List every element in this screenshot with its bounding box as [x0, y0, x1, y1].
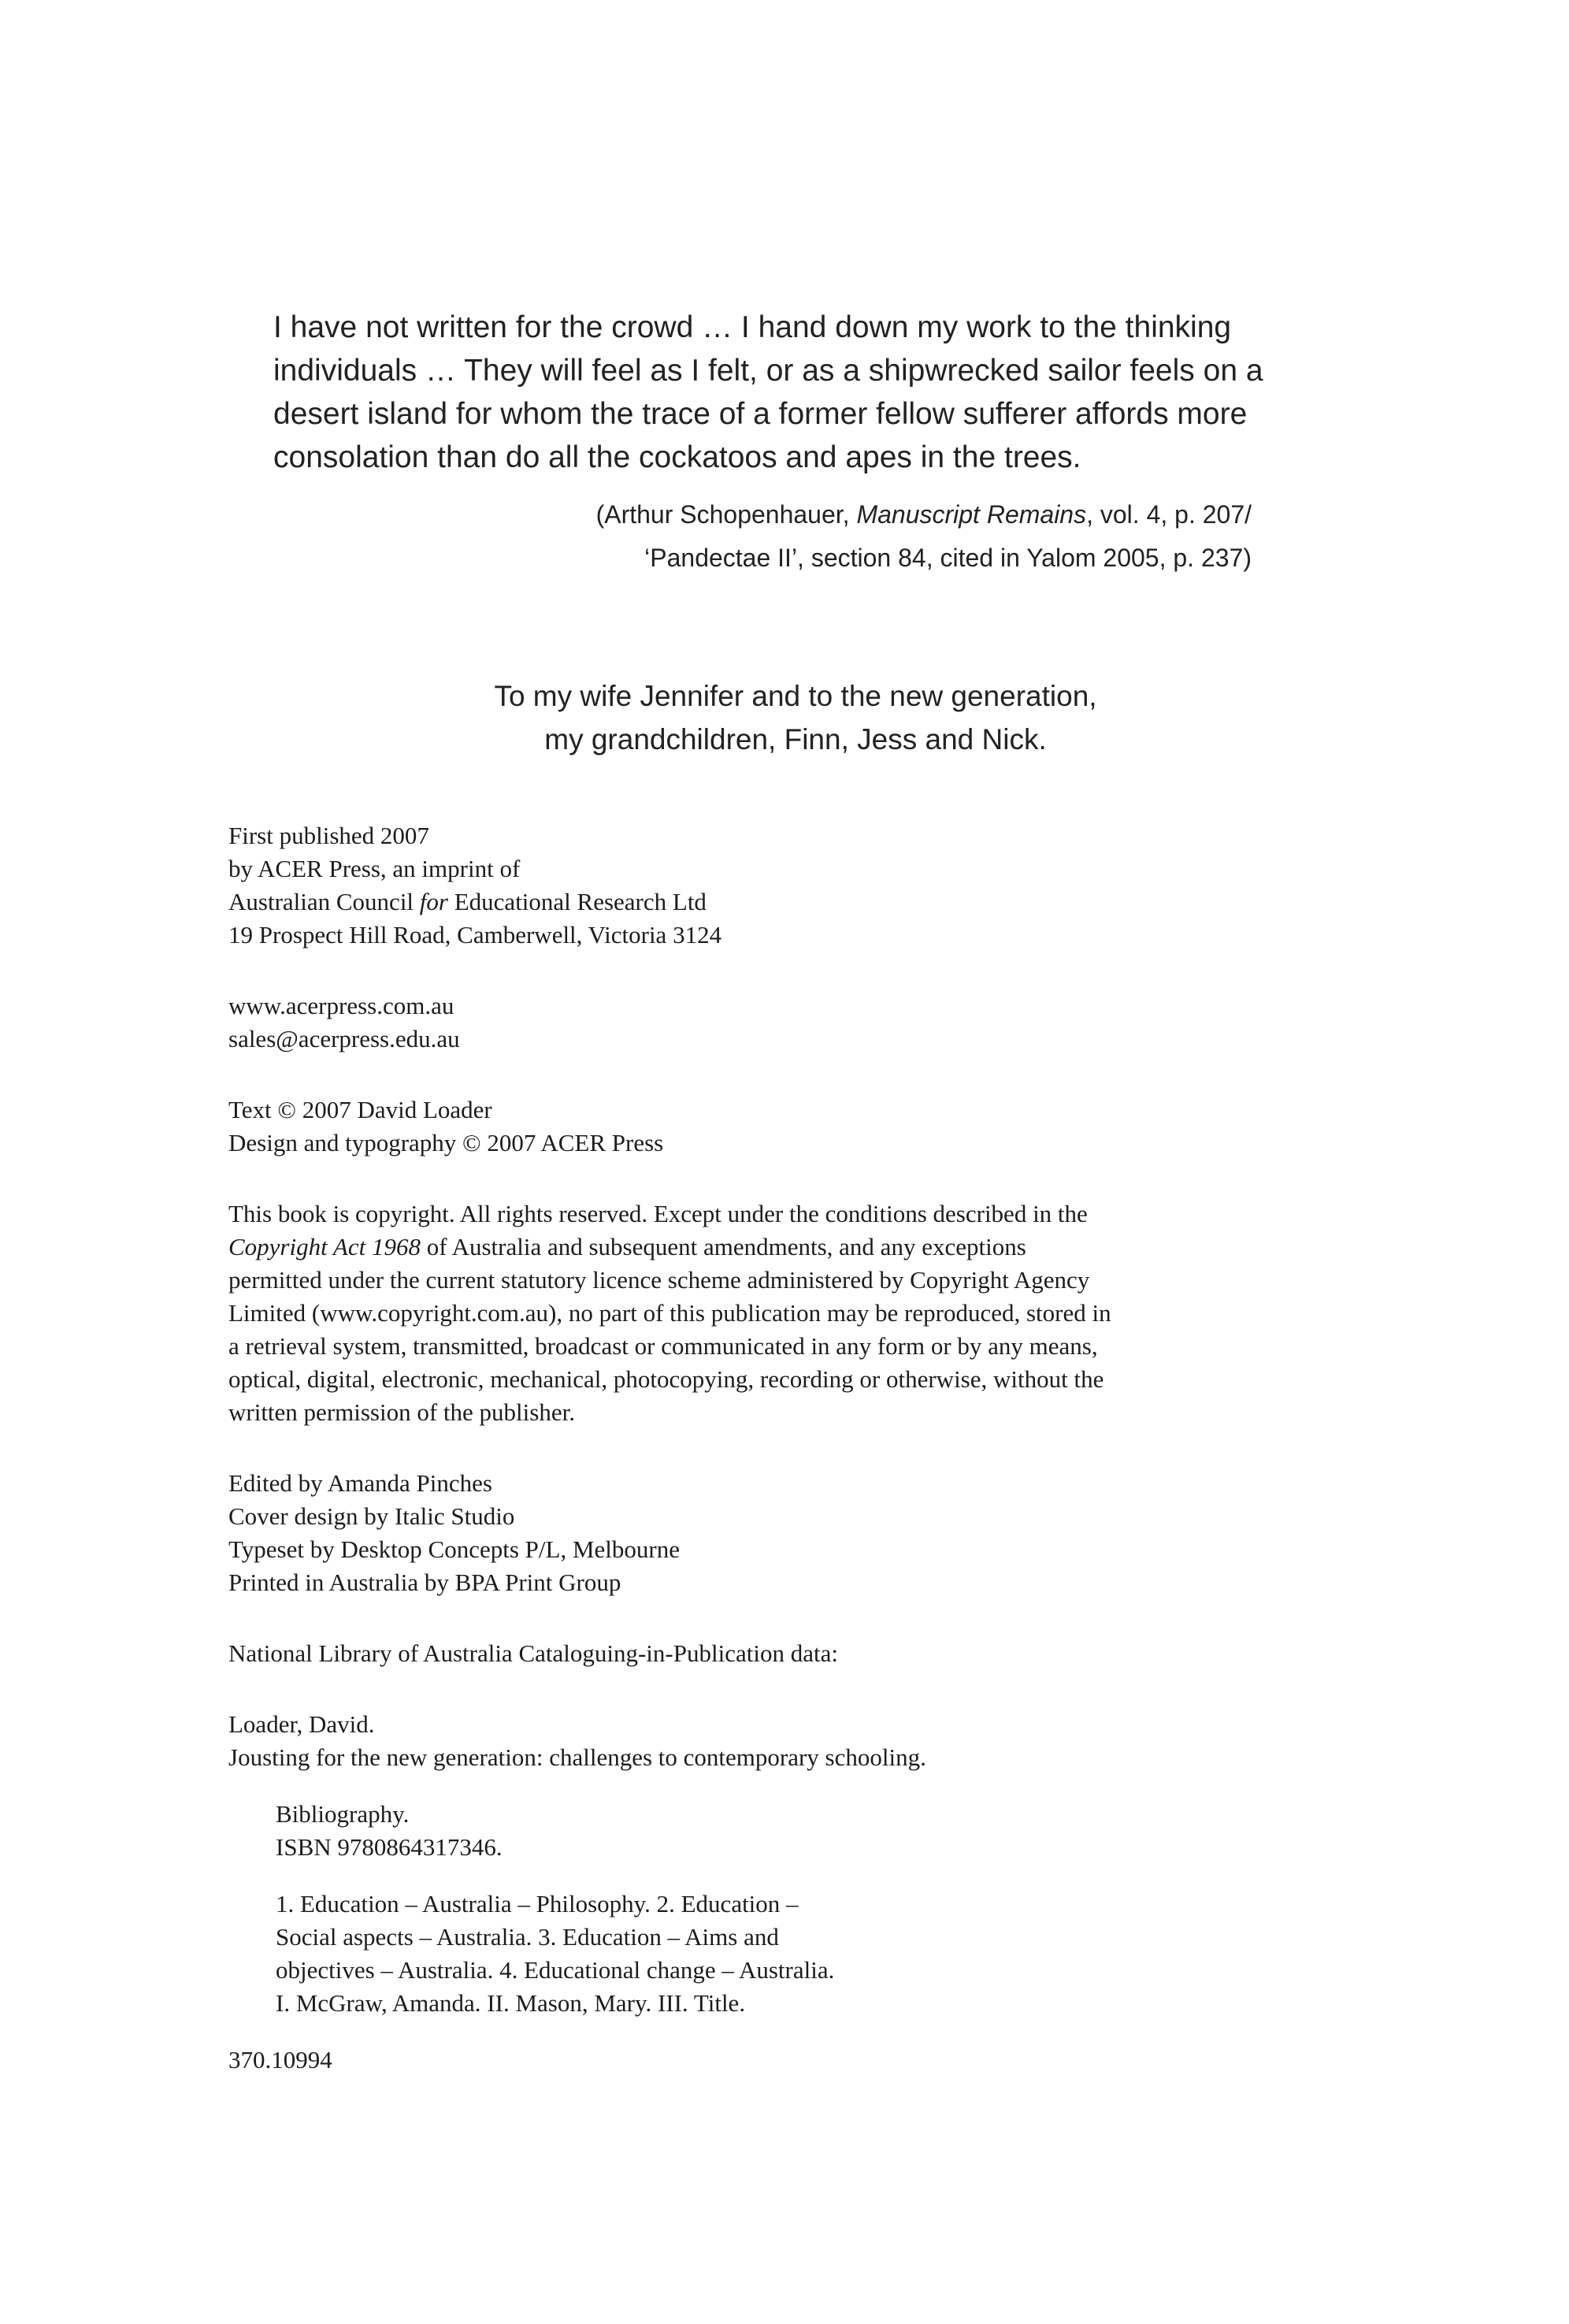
copyright-act: Copyright Act 1968 [228, 1233, 421, 1260]
publication-date: First published 2007 [228, 822, 429, 849]
email-link[interactable]: sales@acerpress.edu.au [228, 1025, 460, 1052]
cip-subjects [228, 1888, 1331, 2020]
quote-line: desert island for whom the trace of a former fellow sufferer affords more [273, 397, 1248, 431]
printer-credit: Printed in Australia by BPA Print Group [228, 1569, 621, 1596]
epigraph-quote [273, 306, 1313, 479]
epigraph [273, 306, 1313, 580]
cip-record [228, 1708, 1331, 1774]
cip-heading: National Library of Australia Cataloguing-in-Publication data: [228, 1639, 838, 1667]
rights-line: written permission of the publisher. [228, 1398, 575, 1426]
citation-suffix: , vol. 4, p. 207/ [1086, 500, 1252, 529]
publisher-name [228, 885, 1331, 919]
citation-line [273, 493, 1252, 536]
cip-title: Jousting for the new generation: challenges to contemporary schooling. [228, 1743, 926, 1771]
editor-credit: Edited by Amanda Pinches [228, 1469, 492, 1497]
rights-line-suffix: of Australia and subsequent amendments, and any exceptions [420, 1233, 1026, 1260]
typeset-credit: Typeset by Desktop Concepts P/L, Melbourne [228, 1535, 680, 1563]
cip-heading-block [228, 1637, 1331, 1670]
cip-subject-line: 1. Education – Australia – Philosophy. 2. Education – [276, 1890, 799, 1917]
cip-bibliography: Bibliography. [276, 1800, 410, 1828]
copyright-notice [228, 1093, 1331, 1160]
cover-credit: Cover design by Italic Studio [228, 1502, 515, 1530]
cip-subject-line: I. McGraw, Amanda. II. Mason, Mary. III. Title. [276, 1989, 746, 2017]
quote-line: I have not written for the crowd … I hand down my work to the thinking [273, 310, 1232, 344]
rights-line [228, 1231, 1331, 1264]
rights-statement [228, 1197, 1331, 1429]
dedication [276, 674, 1315, 761]
dedication-line: my grandchildren, Finn, Jess and Nick. [544, 723, 1047, 755]
epigraph-citation [273, 493, 1252, 580]
web-contact [228, 989, 1331, 1056]
imprint [228, 819, 1331, 2077]
citation-work-title: Manuscript Remains [856, 500, 1087, 529]
cip-dewey-block [228, 2044, 1331, 2077]
quote-line: consolation than do all the cockatoos and apes in the trees. [273, 440, 1081, 474]
citation-line: ‘Pandectae II’, section 84, cited in Yalom 2005, p. 237) [644, 544, 1252, 572]
cip-subject-line: Social aspects – Australia. 3. Education – Aims and [276, 1923, 779, 1951]
design-copyright: Design and typography © 2007 ACER Press [228, 1129, 664, 1156]
citation-prefix: (Arthur Schopenhauer, [595, 500, 857, 529]
publisher-name-suffix: Educational Research Ltd [447, 888, 707, 915]
text-copyright: Text © 2007 David Loader [228, 1096, 492, 1123]
website-link[interactable]: www.acerpress.com.au [228, 992, 454, 1019]
publisher-address: 19 Prospect Hill Road, Camberwell, Victoria 3124 [228, 921, 722, 949]
quote-line: individuals … They will feel as I felt, or as a shipwrecked sailor feels on a [273, 354, 1263, 388]
rights-line: This book is copyright. All rights reserved. Except under the conditions described in the [228, 1200, 1088, 1227]
production-credits [228, 1467, 1331, 1599]
cip-isbn: ISBN 9780864317346. [276, 1833, 503, 1861]
cip-subject-line: objectives – Australia. 4. Educational change – Australia. [276, 1956, 835, 1984]
publisher-imprint: by ACER Press, an imprint of [228, 855, 521, 882]
dedication-line: To my wife Jennifer and to the new generation, [494, 680, 1097, 712]
rights-line: optical, digital, electronic, mechanical, photocopying, recording or otherwise, without the [228, 1365, 1104, 1393]
cip-author: Loader, David. [228, 1710, 375, 1738]
publisher-name-italic: for [419, 888, 448, 915]
rights-line: Limited (www.copyright.com.au), no part of this publication may be reproduced, stored in [228, 1299, 1111, 1327]
publisher-info [228, 819, 1331, 952]
cip-notes [228, 1798, 1331, 1864]
rights-line: permitted under the current statutory licence scheme administered by Copyright Agency [228, 1266, 1090, 1294]
publisher-name-prefix: Australian Council [228, 888, 420, 915]
dewey-number: 370.10994 [228, 2046, 332, 2073]
rights-line: a retrieval system, transmitted, broadcast or communicated in any form or by any means, [228, 1332, 1098, 1360]
